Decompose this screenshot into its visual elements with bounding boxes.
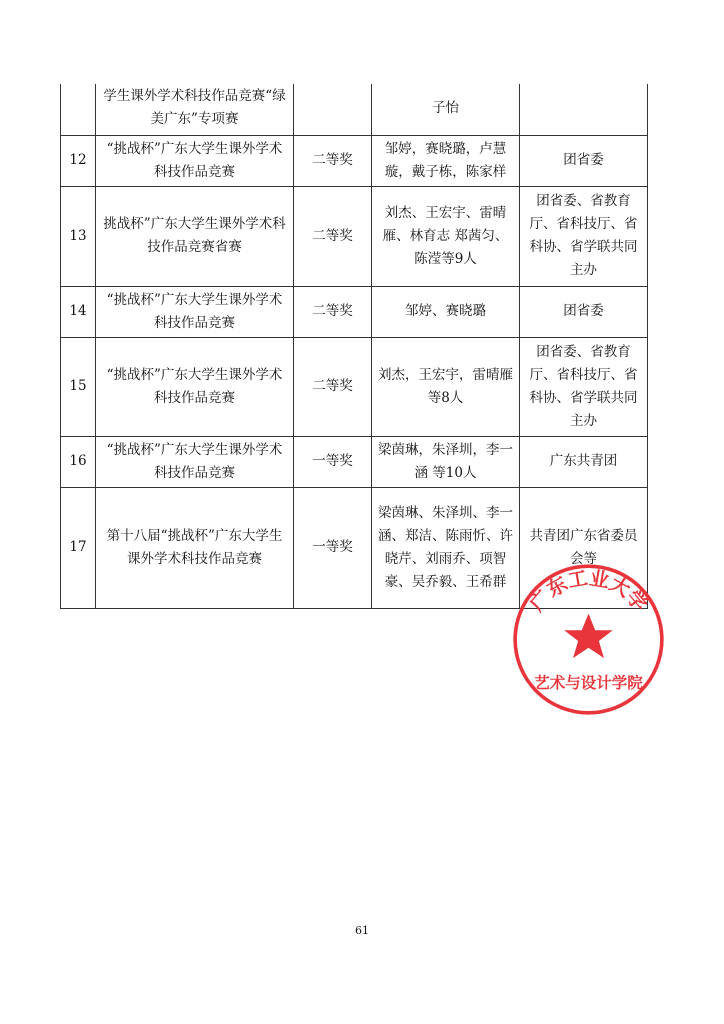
competition-name: “挑战杯”广东大学生课外学术科技作品竞赛 — [96, 436, 294, 487]
table-row — [61, 337, 648, 436]
award-level: 一等奖 — [294, 487, 372, 608]
competition-name: 第十八届“挑战杯”广东大学生课外学术科技作品竞赛 — [96, 487, 294, 608]
row-number: 15 — [61, 337, 96, 436]
organizer — [520, 84, 648, 135]
row-number: 12 — [61, 135, 96, 186]
page-number: 61 — [355, 924, 369, 937]
organizer: 团省委、省教育厅、省科技厅、省科协、省学联共同主办 — [520, 337, 648, 436]
team-members: 子怡 — [372, 84, 520, 135]
row-number: 16 — [61, 436, 96, 487]
table-row — [61, 186, 648, 286]
row-number: 14 — [61, 286, 96, 337]
seal-top-text-path: 广东工业大学 — [525, 566, 652, 616]
organizer: 团省委 — [520, 286, 648, 337]
college-seal — [511, 562, 666, 717]
award-level: 一等奖 — [294, 436, 372, 487]
team-members: 梁茵琳、朱泽圳、李一涵、郑洁、陈雨忻、许晓芹、刘雨乔、项智豪、吴乔毅、王希群 — [372, 487, 520, 608]
row-number — [61, 84, 96, 135]
award-level: 二等奖 — [294, 186, 372, 286]
row-number: 13 — [61, 186, 96, 286]
organizer: 共青团广东省委员会等 — [520, 487, 648, 608]
award-level: 二等奖 — [294, 337, 372, 436]
competition-name: 挑战杯”广东大学生课外学术科技作品竞赛省赛 — [96, 186, 294, 286]
award-level: 二等奖 — [294, 135, 372, 186]
organizer: 团省委 — [520, 135, 648, 186]
team-members: 刘杰，王宏宇，雷晴雁 等8人 — [372, 337, 520, 436]
table-row — [61, 286, 648, 337]
competition-name: “挑战杯”广东大学生课外学术科技作品竞赛 — [96, 135, 294, 186]
seal-bottom-text: 艺术与设计学院 — [534, 673, 643, 693]
organizer: 团省委、省教育厅、省科技厅、省科协、省学联共同主办 — [520, 186, 648, 286]
competition-name: “挑战杯”广东大学生课外学术科技作品竞赛 — [96, 337, 294, 436]
team-members: 邹婷，赛晓璐，卢慧璇，戴子栋，陈家样 — [372, 135, 520, 186]
competition-name: “挑战杯”广东大学生课外学术科技作品竞赛 — [96, 286, 294, 337]
team-members: 刘杰、王宏宇、雷晴雁、林育志 郑茜匀、陈滢等9人 — [372, 186, 520, 286]
organizer: 广东共青团 — [520, 436, 648, 487]
table-row — [61, 84, 648, 135]
team-members: 邹婷、赛晓璐 — [372, 286, 520, 337]
row-number: 17 — [61, 487, 96, 608]
award-level: 二等奖 — [294, 286, 372, 337]
table-row — [61, 436, 648, 487]
awards-table — [60, 84, 648, 609]
team-members: 梁茵琳，朱泽圳，李一涵 等10人 — [372, 436, 520, 487]
award-level — [294, 84, 372, 135]
table-row — [61, 135, 648, 186]
seal-star-icon — [564, 614, 613, 658]
competition-name: 学生课外学术科技作品竞赛“绿美广东”专项赛 — [96, 84, 294, 135]
seal-top-text — [525, 566, 652, 616]
